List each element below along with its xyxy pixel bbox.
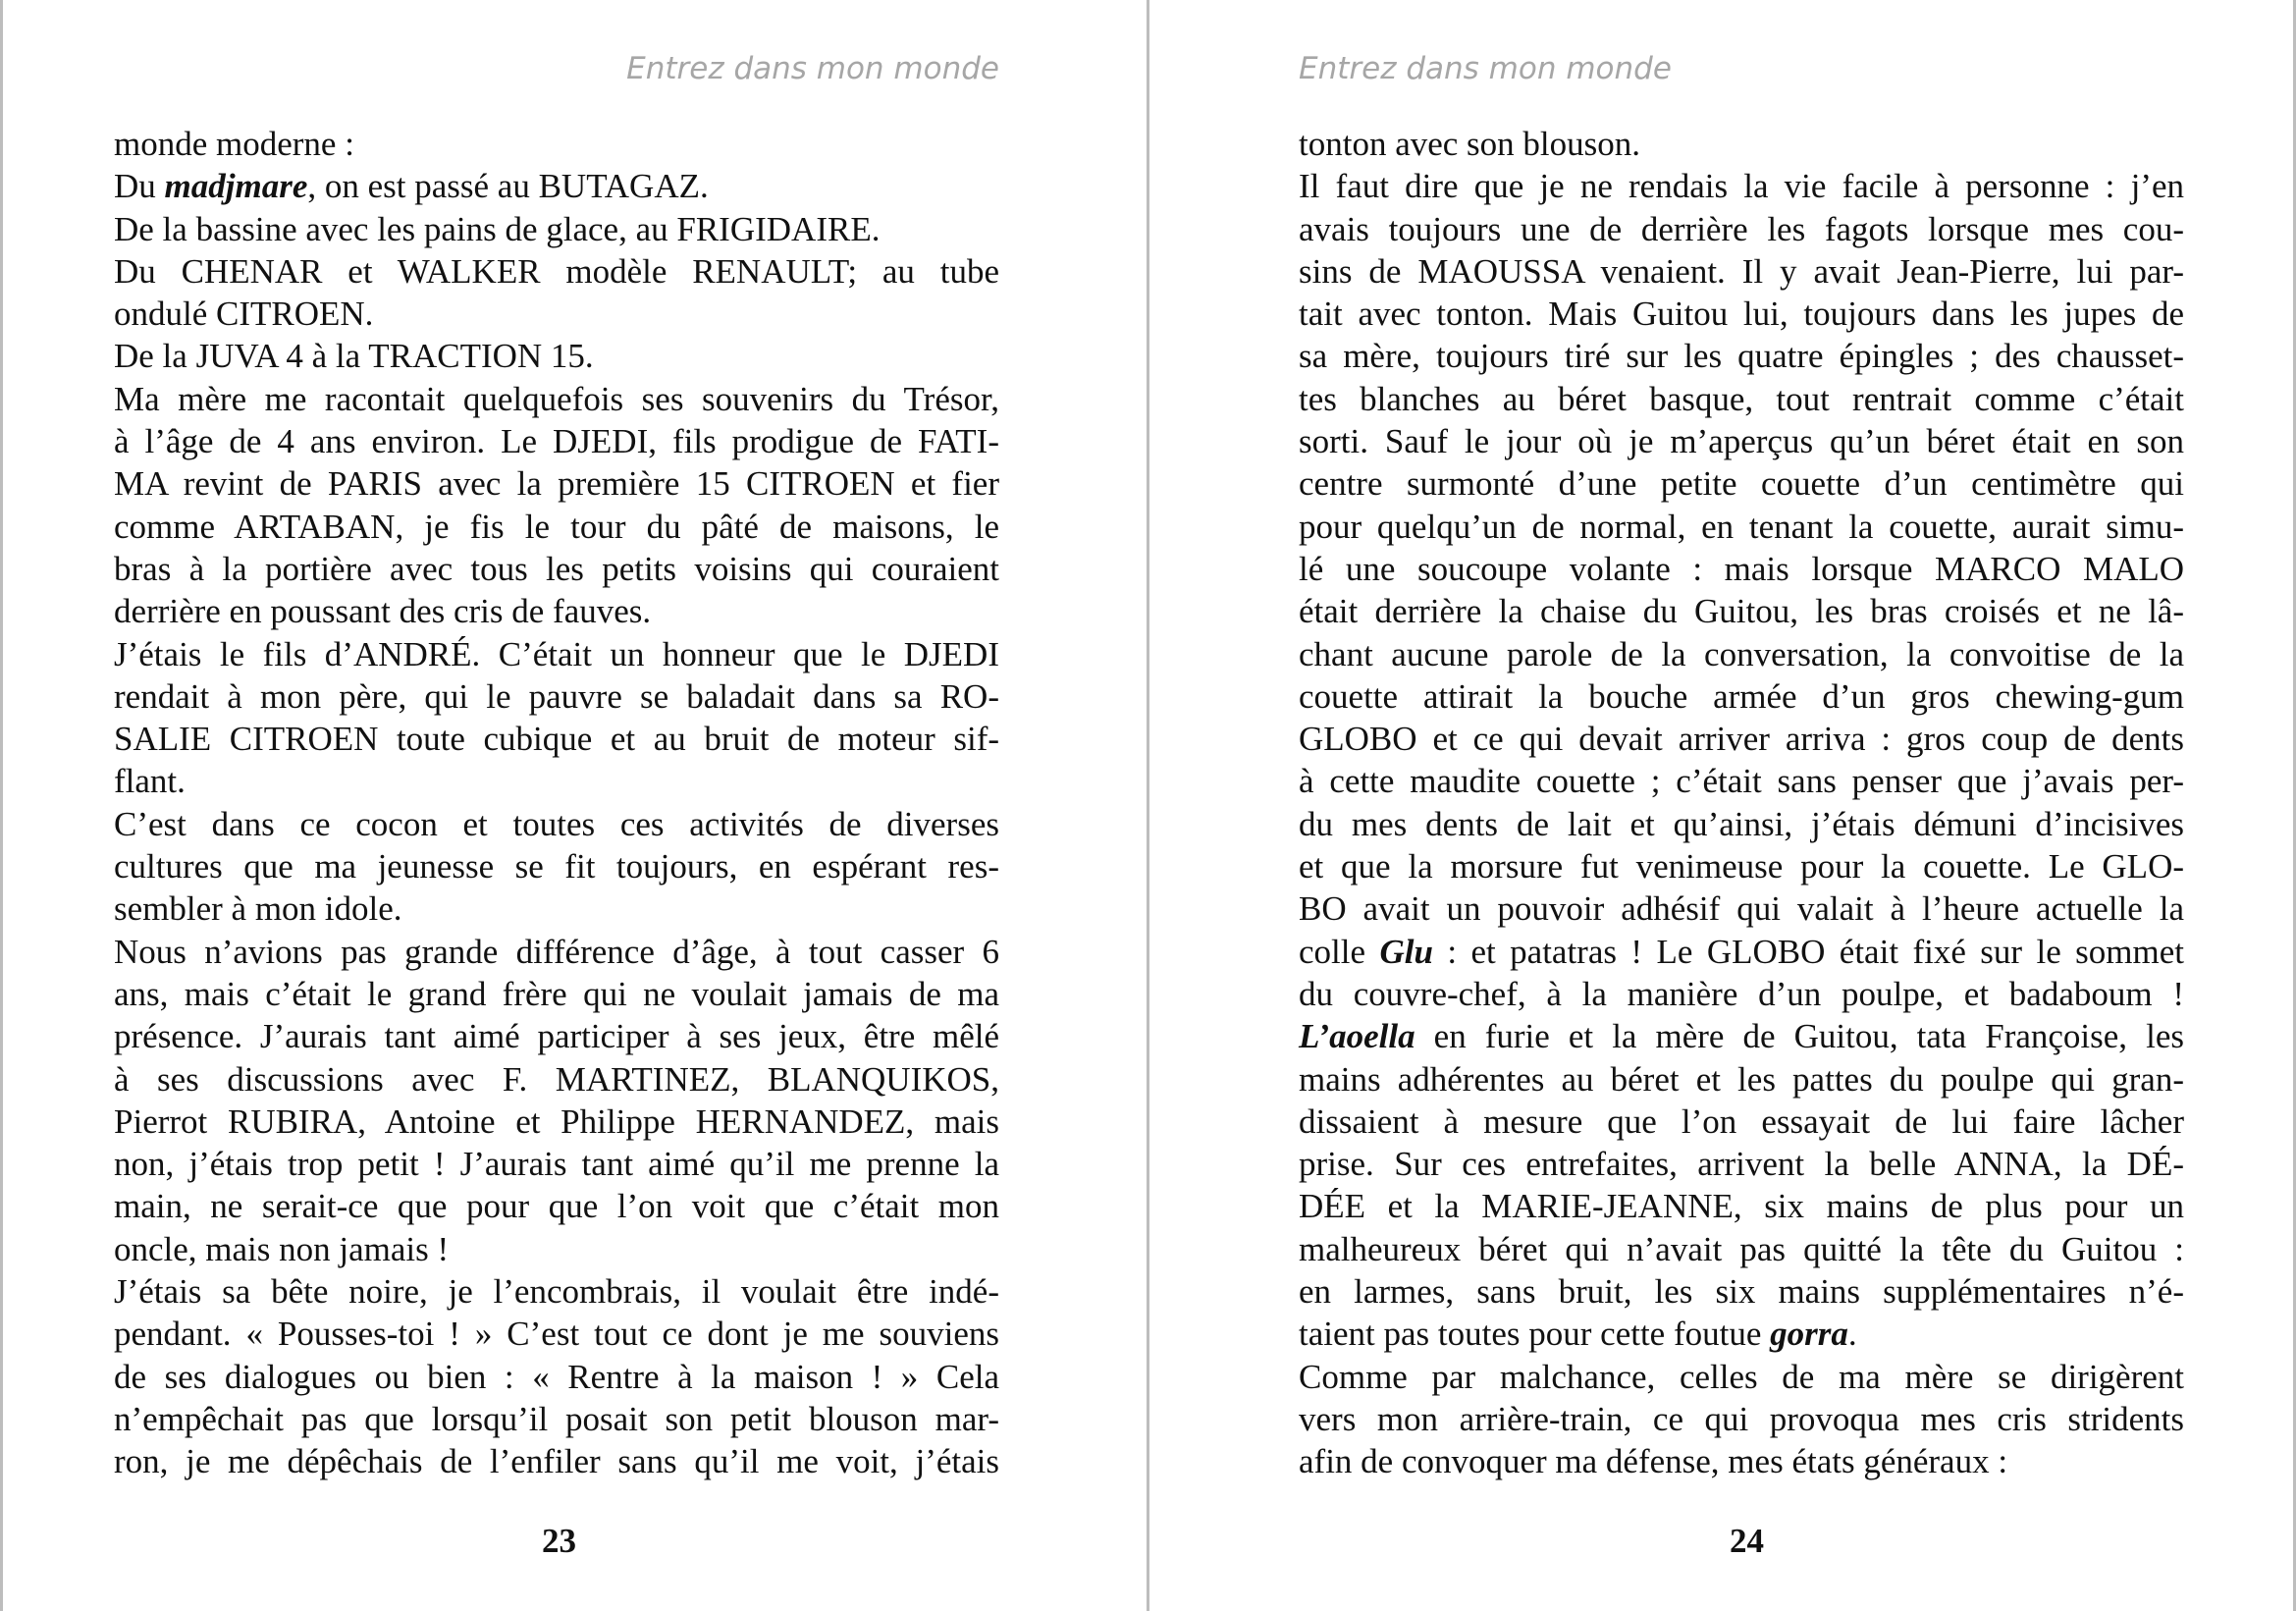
text-run: vers mon arrière-train, ce qui provoqua mes cris stridents (1299, 1399, 2184, 1438)
text-run: : et patatras ! Le GLOBO était fixé sur le sommet (1432, 932, 2184, 971)
text-run: présence. J’aurais tant aimé participer à ses jeux, être mêlé (114, 1017, 999, 1056)
text-line (1299, 1270, 2184, 1313)
text-line (1299, 462, 2184, 505)
text-line (1299, 803, 2184, 845)
text-run: main, ne serait-ce que pour que l’on voit que c’était mon (114, 1187, 999, 1226)
page-number: 23 (542, 1522, 576, 1560)
text-line (114, 803, 999, 845)
text-line (114, 887, 999, 930)
body-text (114, 123, 999, 1483)
text-run: cultures que ma jeunesse se fit toujours, en espérant res- (114, 847, 999, 886)
text-run: tait avec tonton. Mais Guitou lui, toujours dans les jupes de (1299, 295, 2184, 334)
emphasized-word: Glu (1379, 932, 1433, 971)
text-run: mains adhérentes au béret et les pattes du poulpe qui gran- (1299, 1059, 2184, 1099)
text-run: J’étais le fils d’ANDRÉ. C’était un honneur que le DJEDI (114, 634, 999, 673)
text-run: DÉE et la MARIE-JEANNE, six mains de plus pour un (1299, 1187, 2184, 1226)
text-line (114, 1015, 999, 1057)
text-line (114, 506, 999, 548)
text-run: C’est dans ce cocon et toutes ces activités de diverses (114, 804, 999, 843)
text-run: derrière en poussant des cris de fauves. (114, 592, 652, 631)
text-run: . (1847, 1315, 1857, 1354)
text-run: Ma mère me racontait quelquefois ses souvenirs du Trésor, (114, 379, 999, 418)
text-run: pendant. « Pousses-toi ! » C’est tout ce dont je me souviens (114, 1315, 999, 1354)
text-run: De la bassine avec les pains de glace, au FRIGIDAIRE. (114, 209, 881, 248)
text-run: pour quelqu’un de normal, en tenant la couette, aurait simu- (1299, 507, 2184, 546)
text-line (114, 633, 999, 675)
text-run: GLOBO et ce qui devait arriver arriva : gros coup de dents (1299, 720, 2184, 759)
text-run: MA revint de PARIS avec la première 15 CITROEN et fier (114, 464, 999, 504)
text-line (1299, 506, 2184, 548)
text-line (1299, 760, 2184, 802)
text-line (1299, 590, 2184, 632)
text-run: Du CHENAR et WALKER modèle RENAULT; au tube (114, 251, 999, 291)
text-line (114, 462, 999, 505)
text-line (114, 378, 999, 420)
text-run: sins de MAOUSSA venaient. Il y avait Jean-Pierre, lui par- (1299, 251, 2184, 291)
text-line (1299, 1228, 2184, 1270)
text-run: avais toujours une de derrière les fagots lorsque mes cou- (1299, 209, 2184, 248)
text-run: rendait à mon père, qui le pauvre se baladait dans sa RO- (114, 676, 999, 716)
text-line (114, 548, 999, 590)
text-line (114, 208, 999, 250)
text-line (1299, 378, 2184, 420)
text-line (114, 760, 999, 802)
text-line (1299, 1015, 2184, 1057)
text-run: du mes dents de lait et qu’ainsi, j’étais démuni d’incisives (1299, 804, 2184, 843)
text-line (1299, 887, 2184, 930)
text-run: n’empêchait pas que lorsqu’il posait son petit blouson mar- (114, 1399, 999, 1438)
text-run: J’étais sa bête noire, je l’encombrais, il voulait être indé- (114, 1272, 999, 1312)
text-line (114, 293, 999, 335)
text-line (1299, 165, 2184, 207)
text-run: était derrière la chaise du Guitou, les bras croisés et ne lâ- (1299, 592, 2184, 631)
text-run: SALIE CITROEN toute cubique et au bruit de moteur sif- (114, 720, 999, 759)
text-line (1299, 548, 2184, 590)
text-line (114, 1228, 999, 1270)
text-run: sembler à mon idole. (114, 889, 402, 929)
text-line (114, 250, 999, 293)
text-line (114, 1270, 999, 1313)
emphasized-word: L’aoella (1299, 1017, 1415, 1056)
text-run: Nous n’avions pas grande différence d’âge, à tout casser 6 (114, 932, 999, 971)
text-line (1299, 123, 2184, 165)
text-line (1299, 293, 2184, 335)
text-line (1299, 1440, 2184, 1482)
text-run: monde moderne : (114, 125, 354, 163)
text-line (1299, 1058, 2184, 1101)
text-line (1299, 675, 2184, 718)
text-line (114, 420, 999, 462)
page-number: 24 (1730, 1522, 1764, 1560)
text-run: sorti. Sauf le jour où je m’aperçus qu’un béret était en son (1299, 422, 2184, 461)
text-run: à cette maudite couette ; c’était sans penser que j’avais per- (1299, 762, 2184, 801)
text-run: à ses discussions avec F. MARTINEZ, BLANQUIKOS, (114, 1059, 999, 1099)
left-page (0, 0, 1147, 1611)
text-run: lé une soucoupe volante : mais lorsque MARCO MALO (1299, 549, 2184, 588)
text-line (114, 165, 999, 207)
text-run: flant. (114, 762, 186, 801)
text-run: centre surmonté d’une petite couette d’un centimètre qui (1299, 464, 2184, 504)
text-line (1299, 1143, 2184, 1185)
text-run: du couvre-chef, à la manière d’un poulpe, et badaboum ! (1299, 974, 2184, 1013)
text-run: , on est passé au BUTAGAZ. (307, 167, 709, 206)
text-line (1299, 1398, 2184, 1440)
text-run: oncle, mais non jamais ! (114, 1229, 450, 1268)
text-line (114, 123, 999, 165)
text-run: ron, je me dépêchais de l’enfiler sans qu’il me voit, j’étais (114, 1442, 999, 1481)
text-run: et que la morsure fut venimeuse pour la couette. Le GLO- (1299, 847, 2184, 886)
text-line (114, 1398, 999, 1440)
text-run: de ses dialogues ou bien : « Rentre à la maison ! » Cela (114, 1357, 999, 1396)
text-run: ondulé CITROEN. (114, 295, 374, 334)
text-line (1299, 1101, 2184, 1143)
text-line (114, 1143, 999, 1185)
text-line (1299, 931, 2184, 973)
text-line (1299, 208, 2184, 250)
text-line (1299, 420, 2184, 462)
text-run: Comme par malchance, celles de ma mère se dirigèrent (1299, 1357, 2184, 1396)
text-run: Il faut dire que je ne rendais la vie facile à personne : j’en (1299, 167, 2184, 206)
text-run: tonton avec son blouson. (1299, 125, 1641, 163)
text-line (1299, 633, 2184, 675)
text-run: tes blanches au béret basque, tout rentrait comme c’était (1299, 379, 2184, 418)
text-run: non, j’étais trop petit ! J’aurais tant aimé qu’il me prenne la (114, 1145, 999, 1184)
body-text (1299, 123, 2184, 1483)
text-line (114, 973, 999, 1015)
emphasized-word: gorra (1770, 1315, 1848, 1354)
text-run: dissaient à mesure que l’on essayait de lui faire lâcher (1299, 1101, 2184, 1141)
text-run: sa mère, toujours tiré sur les quatre épingles ; des chausset- (1299, 337, 2184, 376)
text-line (114, 845, 999, 887)
text-run: colle (1299, 932, 1380, 971)
text-line (114, 675, 999, 718)
text-run: taient pas toutes pour cette foutue (1299, 1315, 1771, 1354)
text-run: à l’âge de 4 ans environ. Le DJEDI, fils prodigue de FATI- (114, 422, 999, 461)
right-page (1149, 0, 2296, 1611)
text-line (114, 931, 999, 973)
text-line (114, 1101, 999, 1143)
text-line (1299, 1313, 2184, 1355)
text-run: ans, mais c’était le grand frère qui ne voulait jamais de ma (114, 974, 999, 1013)
text-run: chant aucune parole de la conversation, la convoitise de la (1299, 634, 2184, 673)
text-run: BO avait un pouvoir adhésif qui valait à l’heure actuelle la (1299, 889, 2184, 929)
text-line (1299, 718, 2184, 760)
text-line (114, 1185, 999, 1227)
text-run: comme ARTABAN, je fis le tour du pâté de maisons, le (114, 507, 999, 546)
text-line (114, 1058, 999, 1101)
text-run: en furie et la mère de Guitou, tata Françoise, les (1415, 1017, 2184, 1056)
text-line (114, 590, 999, 632)
text-run: Pierrot RUBIRA, Antoine et Philippe HERNANDEZ, mais (114, 1101, 999, 1141)
text-line (1299, 973, 2184, 1015)
text-run: malheureux béret qui n’avait pas quitté la tête du Guitou : (1299, 1229, 2184, 1268)
text-line (1299, 1185, 2184, 1227)
text-line (1299, 1356, 2184, 1398)
text-run: prise. Sur ces entrefaites, arrivent la belle ANNA, la DÉ- (1299, 1145, 2184, 1184)
text-line (1299, 335, 2184, 377)
running-head: Entrez dans mon monde (626, 51, 999, 86)
text-line (1299, 250, 2184, 293)
text-run: bras à la portière avec tous les petits voisins qui couraient (114, 549, 999, 588)
text-run: en larmes, sans bruit, les six mains supplémentaires n’é- (1299, 1272, 2184, 1312)
text-line (114, 1356, 999, 1398)
text-line (114, 1440, 999, 1482)
text-run: Du (114, 167, 165, 206)
text-run: De la JUVA 4 à la TRACTION 15. (114, 337, 594, 376)
text-line (1299, 845, 2184, 887)
text-run: couette attirait la bouche armée d’un gros chewing-gum (1299, 676, 2184, 716)
text-line (114, 718, 999, 760)
text-line (114, 1313, 999, 1355)
emphasized-word: madjmare (164, 167, 308, 206)
text-run: afin de convoquer ma défense, mes états généraux : (1299, 1442, 2008, 1481)
running-head: Entrez dans mon monde (1299, 51, 1672, 86)
text-line (114, 335, 999, 377)
